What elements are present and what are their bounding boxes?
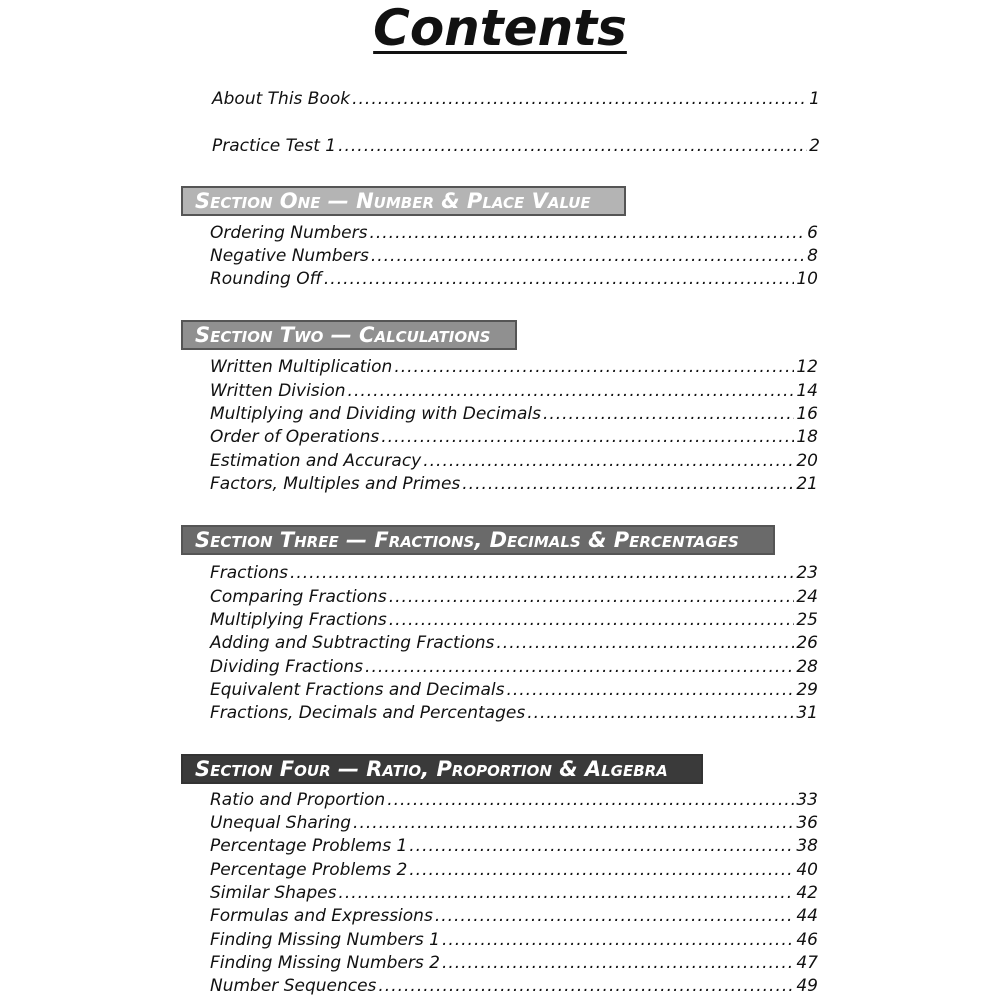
dot-leader [324,268,794,290]
page-title: Contents [373,0,627,57]
toc-entry[interactable] [210,586,818,608]
toc-entry[interactable] [210,562,818,584]
dot-leader [338,882,794,904]
toc-entry[interactable] [210,812,818,834]
toc-entry-page: 33 [796,790,818,810]
dot-leader [389,609,795,631]
toc-entry-label: Percentage Problems 1 [210,836,408,856]
dot-leader [338,135,807,157]
toc-entry-label: Rounding Off [210,269,322,289]
toc-entry-page: 26 [796,633,818,653]
dot-leader [527,702,794,724]
toc-entry-label: Fractions, Decimals and Percentages [210,703,526,723]
toc-entry[interactable] [210,609,818,631]
toc-entry-about[interactable] [212,88,820,110]
toc-entry-label: Equivalent Fractions and Decimals [210,680,505,700]
toc-entry-label: Written Division [210,381,346,401]
toc-entry-page: 29 [796,680,818,700]
dot-leader [369,222,805,244]
dot-leader [409,859,794,881]
toc-entry-label: Similar Shapes [210,883,337,903]
dot-leader [442,952,794,974]
toc-entry-page: 47 [796,953,818,973]
toc-entry[interactable] [210,905,818,927]
dot-leader [442,929,794,951]
dot-leader [543,403,794,425]
toc-entry-label: About This Book [212,89,351,109]
toc-entry[interactable] [210,859,818,881]
toc-entry-label: Formulas and Expressions [210,906,433,926]
section-four-header: Section Four — Ratio, Proportion & Algebra [181,754,703,784]
toc-entry-page: 10 [796,269,818,289]
dot-leader [352,88,807,110]
toc-entry-label: Number Sequences [210,976,377,996]
dot-leader [348,380,795,402]
toc-entry[interactable] [210,952,818,974]
toc-entry[interactable] [210,426,818,448]
toc-entry[interactable] [210,656,818,678]
toc-entry-page: 46 [796,930,818,950]
dot-leader [365,656,794,678]
toc-entry-label: Multiplying Fractions [210,610,387,630]
toc-entry-page: 42 [796,883,818,903]
toc-entry-label: Estimation and Accuracy [210,451,422,471]
toc-entry-page: 24 [796,587,818,607]
toc-entry-page: 49 [796,976,818,996]
dot-leader [435,905,795,927]
toc-entry-page: 25 [796,610,818,630]
toc-entry-label: Adding and Subtracting Fractions [210,633,495,653]
dot-leader [389,586,795,608]
dot-leader [423,450,794,472]
toc-entry[interactable] [210,450,818,472]
toc-entry[interactable] [210,403,818,425]
toc-entry-page: 21 [796,474,818,494]
dot-leader [496,632,794,654]
toc-entry-page: 23 [796,563,818,583]
toc-entry-page: 1 [809,89,820,109]
toc-entry-practice-test[interactable] [212,135,820,157]
toc-entry[interactable] [210,835,818,857]
toc-entry-label: Order of Operations [210,427,380,447]
toc-entry[interactable] [210,929,818,951]
toc-entry-label: Finding Missing Numbers 1 [210,930,440,950]
toc-entry[interactable] [210,882,818,904]
toc-entry-page: 14 [796,381,818,401]
dot-leader [387,789,794,811]
dot-leader [290,562,794,584]
toc-entry-page: 36 [796,813,818,833]
dot-leader [462,473,794,495]
toc-entry-page: 38 [796,836,818,856]
toc-entry-page: 20 [796,451,818,471]
toc-entry-page: 31 [796,703,818,723]
toc-entry-label: Negative Numbers [210,246,369,266]
toc-entry-page: 12 [796,357,818,377]
toc-entry-label: Multiplying and Dividing with Decimals [210,404,541,424]
toc-entry[interactable] [210,268,818,290]
toc-entry-label: Comparing Fractions [210,587,387,607]
dot-leader [381,426,794,448]
toc-entry-page: 8 [807,246,818,266]
dot-leader [353,812,794,834]
toc-entry-label: Written Multiplication [210,357,393,377]
toc-entry-label: Dividing Fractions [210,657,364,677]
toc-entry-label: Unequal Sharing [210,813,352,833]
toc-entry[interactable] [210,222,818,244]
dot-leader [409,835,794,857]
toc-entry-page: 28 [796,657,818,677]
section-one-header: Section One — Number & Place Value [181,186,626,216]
toc-entry-label: Finding Missing Numbers 2 [210,953,440,973]
toc-entry-label: Practice Test 1 [212,136,337,156]
toc-entry-page: 40 [796,860,818,880]
toc-entry[interactable] [210,356,818,378]
toc-entry[interactable] [210,789,818,811]
dot-leader [394,356,794,378]
toc-entry-label: Percentage Problems 2 [210,860,408,880]
toc-entry-label: Factors, Multiples and Primes [210,474,461,494]
toc-entry-page: 6 [807,223,818,243]
toc-entry-label: Ordering Numbers [210,223,368,243]
toc-entry[interactable] [210,702,818,724]
toc-entry[interactable] [210,380,818,402]
toc-entry-label: Ratio and Proportion [210,790,386,810]
toc-entry[interactable] [210,975,818,997]
section-three-header: Section Three — Fractions, Decimals & Percentages [181,525,775,555]
toc-entry[interactable] [210,473,818,495]
toc-entry-page: 2 [809,136,820,156]
dot-leader [378,975,794,997]
toc-entry-page: 18 [796,427,818,447]
section-two-header: Section Two — Calculations [181,320,517,350]
toc-entry-page: 44 [796,906,818,926]
dot-leader [371,245,805,267]
toc-entry-label: Fractions [210,563,288,583]
toc-entry-page: 16 [796,404,818,424]
toc-entry[interactable] [210,245,818,267]
dot-leader [506,679,794,701]
toc-entry[interactable] [210,632,818,654]
toc-entry[interactable] [210,679,818,701]
